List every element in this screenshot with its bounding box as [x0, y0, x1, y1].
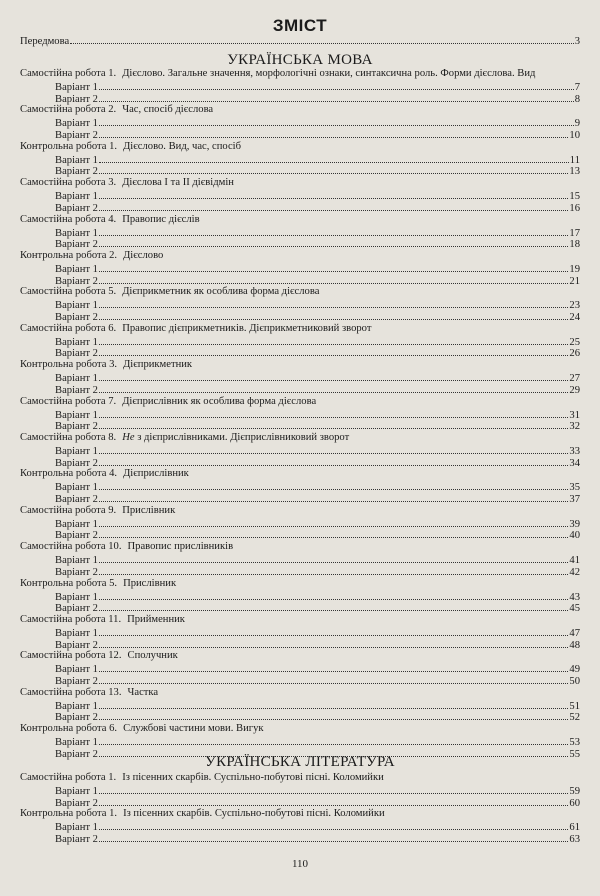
dot-leader: [99, 298, 568, 308]
dot-leader: [99, 553, 568, 563]
entry-label: Варіант 1: [55, 822, 98, 834]
entry-page: 47: [569, 628, 580, 639]
entry-label: Варіант 2: [55, 166, 98, 178]
variant-entry: [55, 517, 580, 529]
work-label: Контрольна робота 5.: [20, 577, 118, 589]
dot-leader: [99, 419, 568, 429]
work-topic: [123, 359, 192, 370]
entry-label: Варіант 1: [55, 786, 98, 797]
dot-leader: [99, 201, 568, 211]
work-heading: [20, 214, 580, 226]
work-label: Самостійна робота 5.: [20, 286, 117, 298]
work-topic: [122, 214, 199, 225]
dot-leader: [99, 820, 568, 830]
entry-label: Варіант 1: [55, 373, 98, 385]
variant-entry: [55, 492, 580, 504]
entry-page: 50: [569, 675, 580, 687]
entry-label: Варіант 2: [55, 457, 98, 469]
work-heading: [20, 578, 580, 590]
variant-entry: [55, 298, 580, 310]
dot-leader: [99, 189, 568, 199]
entry-label: Варіант 1: [55, 591, 98, 603]
entry-label: Варіант 2: [55, 421, 98, 433]
entry-page: 19: [569, 264, 580, 275]
entry-label: Варіант 1: [55, 737, 98, 749]
work-heading: [20, 614, 580, 626]
dot-leader: [99, 735, 568, 745]
dot-leader: [99, 128, 568, 138]
variant-entry: [55, 784, 580, 796]
variant-entry: [55, 565, 580, 577]
entry-page: 32: [569, 421, 580, 433]
entry-label: Варіант 1: [55, 118, 98, 130]
variant-entry: [55, 408, 580, 420]
dot-leader: [99, 262, 568, 272]
entry-label: Варіант 2: [55, 748, 98, 760]
work-topic: [123, 250, 163, 261]
work-topic: [122, 323, 371, 334]
entry-page: 17: [569, 227, 580, 239]
entry-page: 48: [569, 639, 580, 651]
entry-page: 25: [569, 336, 580, 348]
entry-page: 11: [569, 154, 580, 166]
variant-entry: [55, 237, 580, 249]
entry-label: Варіант 1: [55, 518, 98, 530]
variant-entry: [55, 480, 580, 492]
entry-label: Варіант 1: [55, 409, 98, 421]
variant-entry: [55, 164, 580, 176]
variant-entry: [55, 456, 580, 468]
work-topic: [122, 432, 349, 443]
work-label: Контрольна робота 1.: [20, 140, 118, 152]
entry-page: 31: [569, 409, 580, 421]
entry-label: Варіант 2: [55, 202, 98, 214]
topic-text: Дієприкметник як особлива форма дієслова: [122, 286, 320, 298]
work-topic: [122, 772, 384, 783]
work-heading: [20, 286, 580, 298]
variant-entry: [55, 419, 580, 431]
entry-label: Варіант 1: [55, 154, 98, 166]
variant-entry: [55, 371, 580, 383]
dot-leader: [99, 80, 574, 90]
work-heading: [20, 541, 580, 553]
work-heading: [20, 772, 580, 784]
topic-text: Дієприслівник: [123, 468, 189, 480]
entry-page: 59: [569, 786, 580, 797]
work-heading: [20, 250, 580, 262]
variant-entry: [55, 699, 580, 711]
entry-label: Варіант 2: [55, 712, 98, 724]
work-topic: [128, 687, 159, 698]
dot-leader: [99, 92, 574, 102]
topic-text: Дієслово. Загальне значення, морфологічні ознаки, синтаксична роль. Форми дієслова. Вид: [122, 68, 536, 79]
dot-leader: [99, 517, 568, 527]
variant-entry: [55, 626, 580, 638]
dot-leader: [99, 456, 568, 466]
variant-entry: [55, 638, 580, 650]
work-topic: [123, 808, 385, 819]
work-heading: [20, 68, 580, 80]
dot-leader: [99, 383, 568, 393]
work-label: Самостійна робота 3.: [20, 177, 117, 189]
dot-leader: [99, 674, 568, 684]
topic-text: Сполучник: [127, 650, 178, 662]
dot-leader: [70, 34, 574, 44]
variant-entry: [55, 226, 580, 238]
topic-text: Час, спосіб дієслова: [122, 104, 214, 116]
dot-leader: [99, 335, 568, 345]
entry-label: Варіант 2: [55, 639, 98, 651]
topic-text: Дієприкметник: [123, 359, 193, 371]
topic-text: Прислівник: [122, 504, 176, 516]
entry-page: 9: [574, 118, 580, 130]
intro-entry: [20, 34, 580, 46]
entry-page: 43: [569, 591, 580, 603]
work-label: Контрольна робота 1.: [20, 808, 118, 820]
work-topic: [123, 578, 176, 589]
entry-page: 39: [569, 518, 580, 530]
work-label: Самостійна робота 8.: [20, 432, 117, 443]
work-topic: [122, 286, 319, 297]
entry-page: 42: [569, 566, 580, 578]
entry-label: Варіант 1: [55, 191, 98, 203]
variant-entry: [55, 710, 580, 722]
section-heading: УКРАЇНСЬКА МОВА: [227, 52, 373, 68]
entry-page: 27: [569, 373, 580, 385]
dot-leader: [99, 565, 568, 575]
entry-page: 15: [569, 191, 580, 203]
topic-text: Правопис дієслів: [122, 213, 200, 225]
entry-label: Варіант 1: [55, 700, 98, 712]
dot-leader: [99, 832, 568, 842]
entry-label: Варіант 2: [55, 129, 98, 141]
dot-leader: [99, 237, 568, 247]
entry-label: Варіант 2: [55, 311, 98, 323]
variant-entry: [55, 590, 580, 602]
work-heading: [20, 650, 580, 662]
entry-page: 7: [574, 82, 580, 93]
variant-entry: [55, 189, 580, 201]
dot-leader: [99, 310, 568, 320]
dot-leader: [99, 796, 568, 806]
dot-leader: [99, 699, 568, 709]
topic-italic: Не: [122, 432, 135, 443]
entry-label: Варіант 2: [55, 566, 98, 578]
entry-page: 16: [569, 202, 580, 214]
work-heading: [20, 323, 580, 335]
work-heading: [20, 468, 580, 480]
entry-label: Варіант 1: [55, 555, 98, 567]
topic-text: Дієслово: [123, 250, 164, 261]
entry-label: Варіант 2: [55, 530, 98, 542]
work-topic: [122, 396, 316, 407]
dot-leader: [99, 346, 568, 356]
variant-entry: [55, 383, 580, 395]
dot-leader: [99, 164, 568, 174]
dot-leader: [99, 480, 568, 490]
entry-page: 33: [569, 446, 580, 457]
variant-entry: [55, 735, 580, 747]
entry-label: Варіант 2: [55, 275, 98, 287]
entry-label: Варіант 1: [55, 227, 98, 239]
entry-label: Варіант 2: [55, 603, 98, 615]
page-number: 110: [291, 858, 309, 870]
variant-entry: [55, 128, 580, 140]
work-label: Самостійна робота 13.: [20, 686, 122, 698]
topic-text: Правопис дієприкметників. Дієприкметниковий зворот: [122, 322, 372, 334]
work-topic: [122, 177, 234, 188]
topic-text: Частка: [127, 686, 159, 698]
variant-entry: [55, 274, 580, 286]
work-label: Самостійна робота 7.: [20, 395, 117, 407]
work-topic: [123, 468, 189, 479]
topic-text: Дієслово. Вид, час, спосіб: [123, 140, 242, 152]
dot-leader: [99, 226, 568, 236]
topic-text: Дієприслівник як особлива форма дієслова: [122, 395, 317, 407]
entry-page: 26: [569, 348, 580, 360]
entry-page: 37: [569, 493, 580, 505]
work-heading: [20, 359, 580, 371]
variant-entry: [55, 832, 580, 844]
topic-text: Із пісенних скарбів. Суспільно-побутові пісні. Коломийки: [123, 808, 385, 820]
entry-page: 3: [574, 36, 580, 47]
entry-label: Варіант 2: [55, 797, 98, 809]
entry-page: 60: [569, 797, 580, 809]
entry-label: Передмова: [20, 36, 70, 47]
variant-entry: [55, 662, 580, 674]
work-label: Самостійна робота 12.: [20, 650, 122, 662]
entry-page: 24: [569, 311, 580, 323]
variant-entry: [55, 201, 580, 213]
work-label: Самостійна робота 1.: [20, 68, 117, 79]
entry-page: 55: [569, 748, 580, 760]
entry-page: 29: [569, 384, 580, 396]
dot-leader: [99, 444, 568, 454]
variant-entry: [55, 444, 580, 456]
work-label: Контрольна робота 3.: [20, 359, 118, 371]
entry-page: 18: [569, 239, 580, 251]
variant-entry: [55, 346, 580, 358]
work-topic: [122, 104, 213, 115]
entry-label: Варіант 2: [55, 493, 98, 505]
entry-label: Варіант 1: [55, 446, 98, 457]
work-heading: [20, 104, 580, 116]
entry-label: Варіант 2: [55, 239, 98, 251]
work-heading: [20, 505, 580, 517]
variant-entry: [55, 153, 580, 165]
dot-leader: [99, 528, 568, 538]
work-heading: [20, 723, 580, 735]
variant-entry: [55, 310, 580, 322]
entry-page: 49: [569, 664, 580, 676]
work-label: Самостійна робота 9.: [20, 504, 117, 516]
dot-leader: [99, 710, 568, 720]
entry-page: 13: [569, 166, 580, 178]
work-label: Контрольна робота 2.: [20, 250, 118, 261]
work-label: Самостійна робота 1.: [20, 772, 117, 783]
work-heading: [20, 432, 580, 444]
dot-leader: [99, 662, 568, 672]
entry-page: 21: [569, 275, 580, 287]
entry-label: Варіант 1: [55, 336, 98, 348]
entry-label: Варіант 1: [55, 300, 98, 312]
entry-label: Варіант 2: [55, 675, 98, 687]
work-topic: [128, 650, 178, 661]
dot-leader: [99, 274, 568, 284]
topic-text: Службові частини мови. Вигук: [123, 723, 264, 735]
entry-page: 63: [569, 833, 580, 845]
work-topic: [123, 141, 241, 152]
dot-leader: [99, 601, 568, 611]
work-label: Самостійна робота 6.: [20, 322, 117, 334]
entry-label: Варіант 1: [55, 264, 98, 275]
dot-leader: [99, 408, 568, 418]
dot-leader: [99, 784, 568, 794]
work-heading: [20, 808, 580, 820]
work-label: Контрольна робота 4.: [20, 468, 118, 480]
variant-entry: [55, 335, 580, 347]
entry-page: 35: [569, 482, 580, 494]
entry-label: Варіант 2: [55, 384, 98, 396]
dot-leader: [99, 371, 568, 381]
dot-leader: [99, 638, 568, 648]
entry-label: Варіант 1: [55, 82, 98, 93]
topic-text: з дієприслівниками. Дієприслівниковий зворот: [134, 432, 350, 443]
work-topic: [123, 723, 263, 734]
entry-page: 8: [574, 93, 580, 105]
work-heading: [20, 687, 580, 699]
dot-leader: [99, 590, 568, 600]
entry-page: 61: [569, 822, 580, 834]
topic-text: Дієслова І та ІІ дієвідмін: [122, 177, 234, 189]
dot-leader: [99, 492, 568, 502]
topic-text: Із пісенних скарбів. Суспільно-побутові пісні. Коломийки: [122, 772, 384, 783]
work-topic: [122, 68, 535, 79]
work-heading: [20, 177, 580, 189]
variant-entry: [55, 553, 580, 565]
entry-page: 40: [569, 530, 580, 542]
entry-label: Варіант 1: [55, 482, 98, 494]
entry-label: Варіант 2: [55, 93, 98, 105]
variant-entry: [55, 92, 580, 104]
page-title: ЗМІСТ: [272, 16, 328, 35]
work-label: Самостійна робота 4.: [20, 213, 117, 225]
section-heading: УКРАЇНСЬКА ЛІТЕРАТУРА: [205, 754, 395, 770]
work-label: Самостійна робота 11.: [20, 614, 122, 625]
entry-label: Варіант 2: [55, 348, 98, 360]
entry-page: 34: [569, 457, 580, 469]
variant-entry: [55, 796, 580, 808]
entry-page: 41: [569, 555, 580, 567]
entry-page: 23: [569, 300, 580, 312]
entry-page: 45: [569, 603, 580, 615]
work-heading: [20, 396, 580, 408]
entry-label: Варіант 1: [55, 664, 98, 676]
variant-entry: [55, 116, 580, 128]
dot-leader: [99, 116, 574, 126]
dot-leader: [99, 153, 569, 163]
work-topic: [128, 541, 234, 552]
variant-entry: [55, 820, 580, 832]
dot-leader: [99, 626, 568, 636]
variant-entry: [55, 674, 580, 686]
variant-entry: [55, 528, 580, 540]
work-label: Контрольна робота 6.: [20, 723, 118, 735]
entry-page: 51: [569, 700, 580, 712]
variant-entry: [55, 601, 580, 613]
entry-label: Варіант 1: [55, 628, 98, 639]
work-heading: [20, 141, 580, 153]
topic-text: Правопис прислівників: [127, 541, 234, 553]
topic-text: Прислівник: [123, 577, 177, 589]
topic-text: Прийменник: [127, 614, 185, 625]
entry-page: 52: [569, 712, 580, 724]
variant-entry: [55, 262, 580, 274]
work-topic: [127, 614, 185, 625]
variant-entry: [55, 80, 580, 92]
work-label: Самостійна робота 2.: [20, 104, 117, 116]
entry-page: 53: [569, 737, 580, 749]
work-label: Самостійна робота 10.: [20, 541, 122, 553]
entry-label: Варіант 2: [55, 833, 98, 845]
entry-page: 10: [569, 129, 580, 141]
work-topic: [122, 505, 175, 516]
